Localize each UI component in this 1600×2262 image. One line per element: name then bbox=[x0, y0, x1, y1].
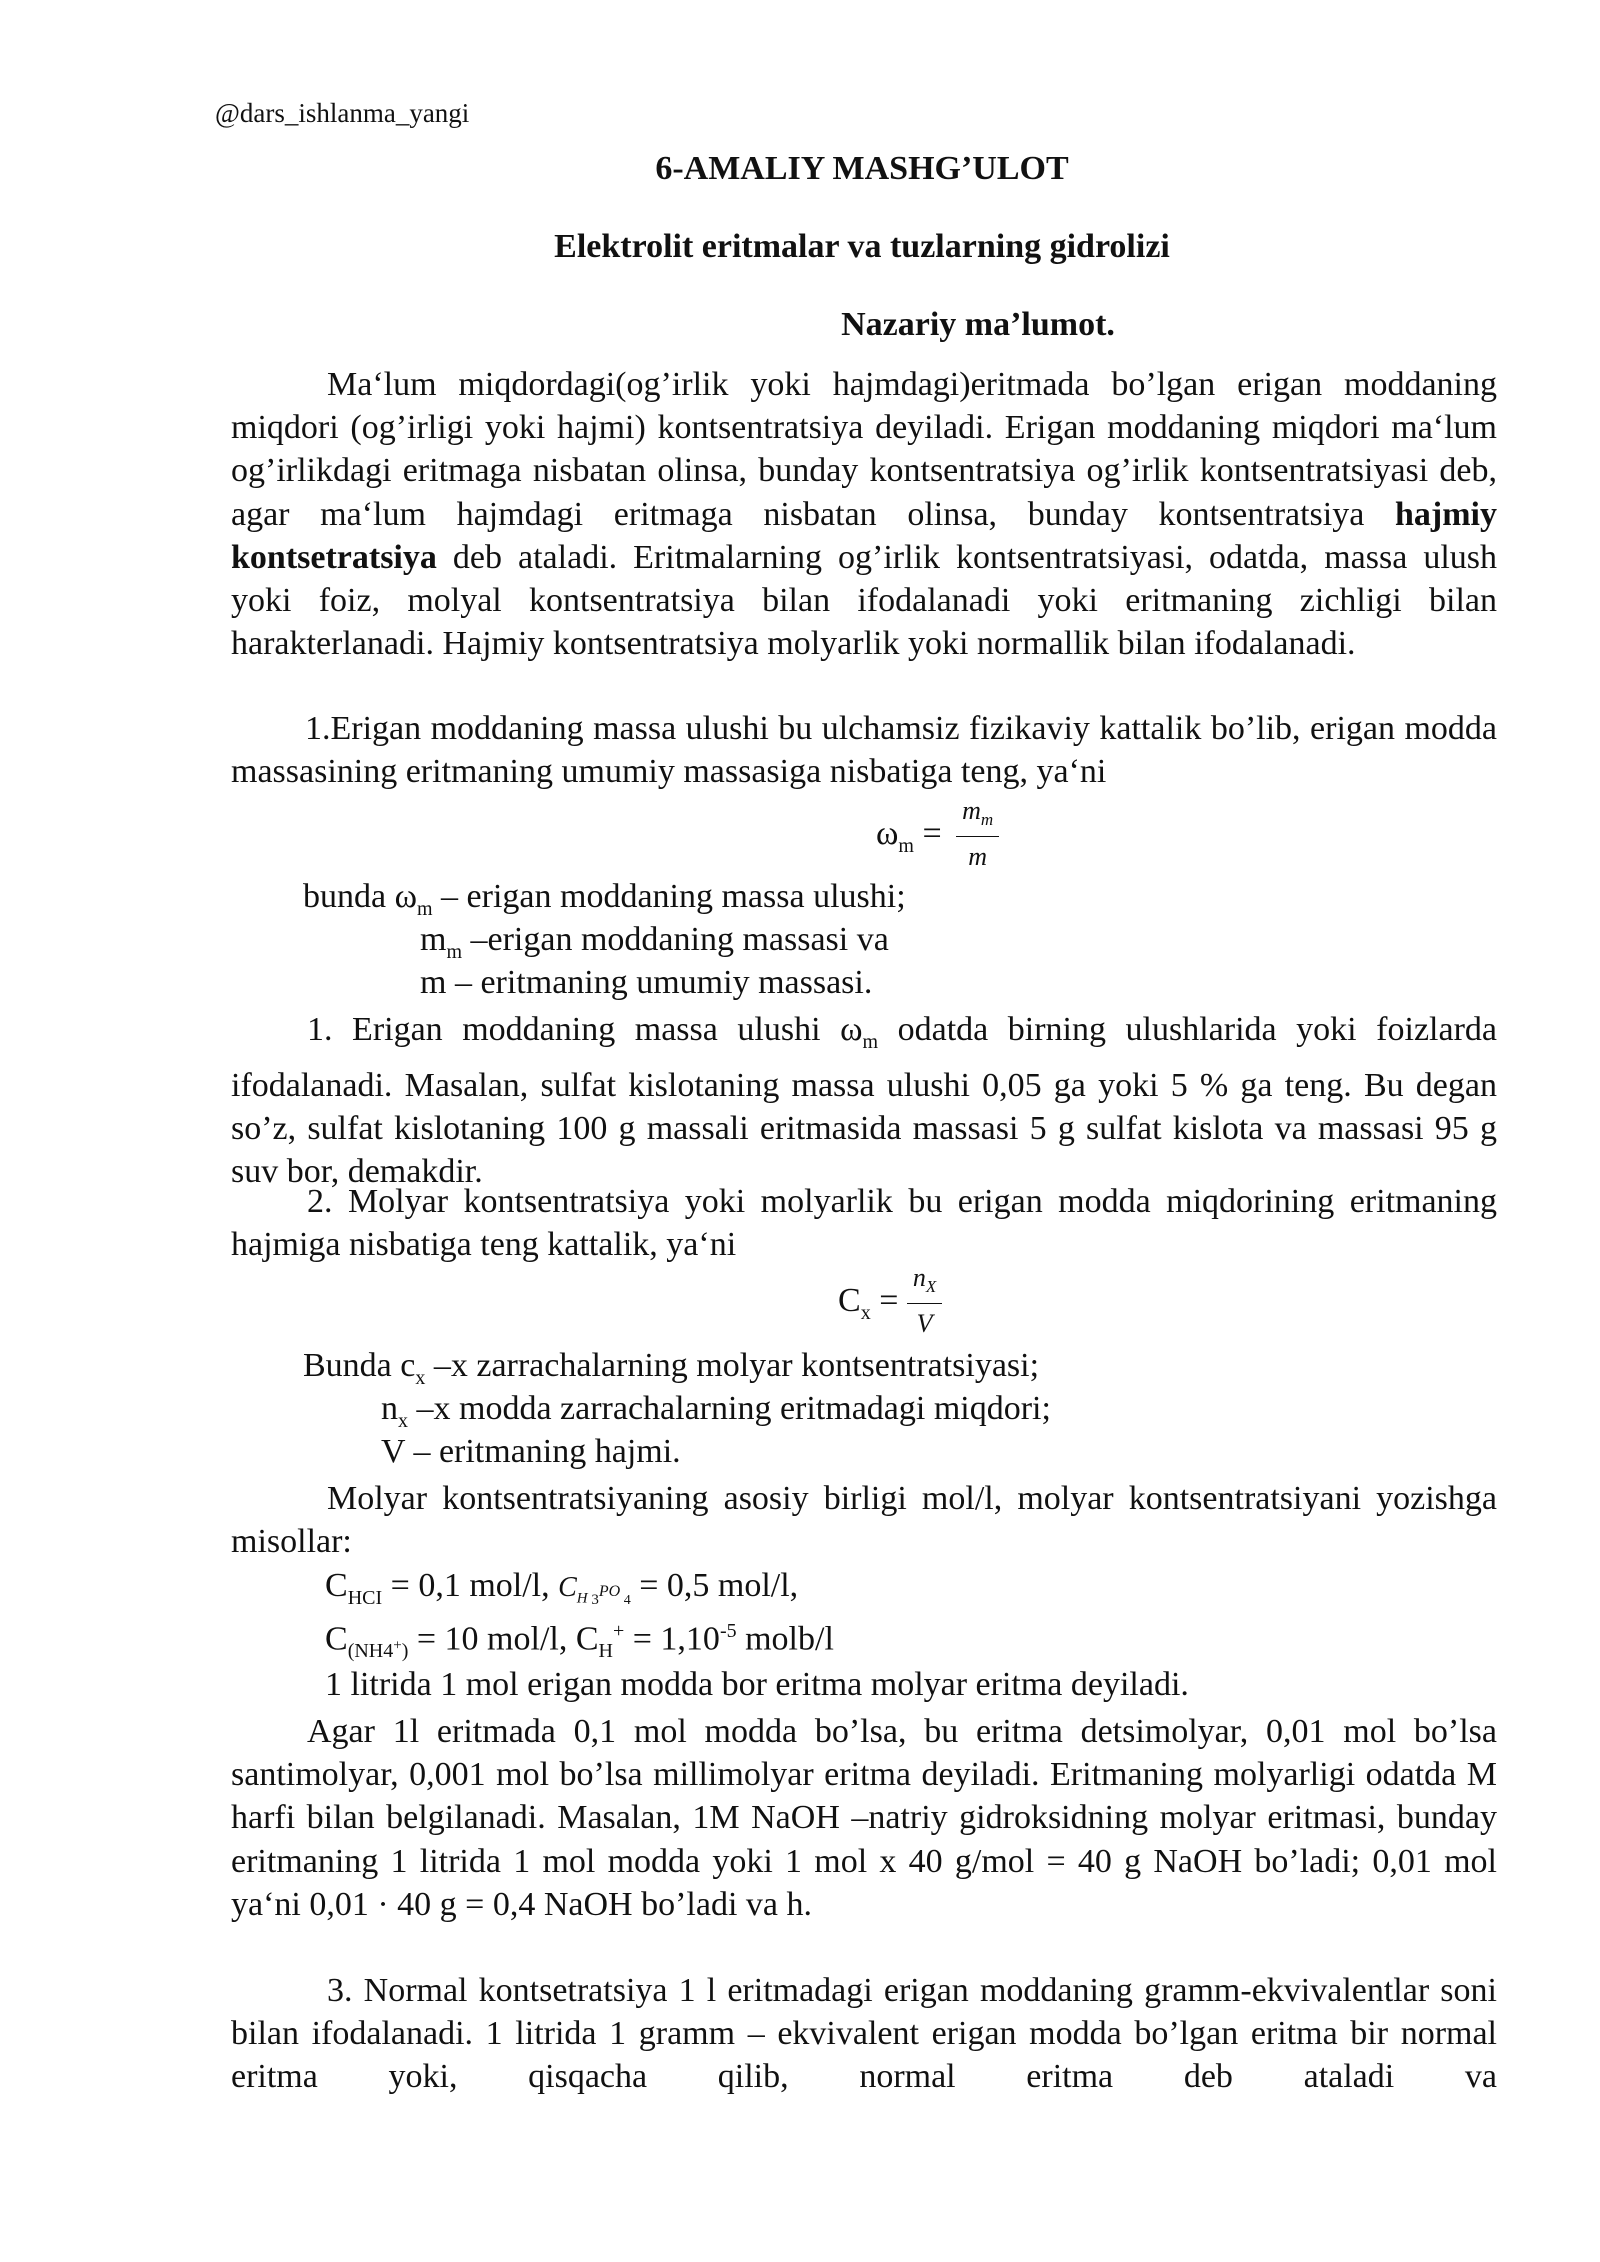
paragraph-intro bbox=[231, 363, 1497, 665]
paragraph-molarity-text: 2. Molyar kontsentratsiya yoki molyarlik bu erigan modda miqdorining eritmaning hajmiga nisbatiga teng kattalik, ya‘ni bbox=[231, 1183, 1497, 1264]
definition-omega: bunda $\omega_m$ – erigan moddaning massa ulushi; bbox=[303, 878, 906, 920]
section-title: Nazariy ma’lumot. bbox=[841, 306, 1115, 343]
paragraph-decimolar-text: Agar 1l eritmada 0,1 mol modda bo’lsa, bu eritma detsimolyar, 0,01 mol bo’lsa santimolyar, 0,001 mol bo’lsa millimolyar eritma deyiladi. Eritmaning molyarligi odatda M harfi bilan belgilanadi. Masalan, 1M NaOH –natriy gidroksidning molyar eritmasi, bunday eritmaning 1 litrida 1 mol modda yoki 1 mol x 40 g/mol = 40 g NaOH bo’ladi; 0,01 mol ya‘ni 0,01 · 40 g = 0,4 NaOH bo’ladi va h. bbox=[231, 1713, 1497, 1923]
paragraph-mass-fraction-units-text: 1. Erigan moddaning massa ulushi $\omega_m$ odatda birning ulushlarida yoki foizlarda ifodalanadi. Masalan, sulfat kislotaning massa ulushi 0,05 ga yoki 5 % ga teng. Bu degan so’z, sulfat kislotaning 100 g massali eritmasida massasi 5 g sulfat kislota va massasi 95 g suv bor, demakdir. bbox=[231, 1011, 1497, 1191]
paragraph-mass-fraction-units bbox=[231, 1008, 1497, 1194]
paragraph-units-text: Molyar kontsentratsiyaning asosiy birligi mol/l, molyar kontsentratsiyani yozishga misollar: bbox=[231, 1480, 1497, 1561]
paragraph-intro-b: deb ataladi. Eritmalarning og’irlik kontsentratsiyasi, odatda, massa ulush yoki foiz, molyal kontsentratsiya bilan ifodalanadi yoki eritmaning zichligi bilan harakterlanadi. Hajmiy kontsentratsiya molyarlik yoki normallik bilan ifodalanadi. bbox=[231, 538, 1497, 663]
formula-mass-fraction bbox=[876, 795, 999, 877]
paragraph-units bbox=[231, 1477, 1497, 1563]
paragraph-intro-bold: hajmiy kontsetratsiya bbox=[231, 495, 1497, 576]
formula-mass-fraction-fraction bbox=[956, 795, 999, 877]
page-header: @dars_ishlanma_yangi bbox=[215, 98, 470, 128]
formula-molarity-lhs: $C_x$ = bbox=[838, 1281, 899, 1324]
definition-mm: $m_m$ –erigan moddaning massasi va bbox=[420, 921, 889, 963]
example-line-1: $C_{HCI} = 0,1$ mol/l, $C_H$ $_3$PO $_4$ = 0,5 mol/l, bbox=[325, 1567, 799, 1609]
paragraph-molar-solution: 1 litrida 1 mol erigan modda bor eritma molyar eritma deyiladi. bbox=[325, 1666, 1189, 1703]
paragraph-normality bbox=[231, 1969, 1497, 2099]
formula-mass-fraction-numerator: $m_m$ bbox=[956, 795, 999, 837]
formula-molarity bbox=[838, 1262, 942, 1344]
page-title: 6-AMALIY MASHG’ULOT bbox=[655, 150, 1069, 187]
example-line-2: $C_{(NH4^+)} = 10$ mol/l, $C_H^+ = 1,10^{-5}$ molb/l bbox=[325, 1620, 834, 1663]
paragraph-intro-a: Ma‘lum miqdordagi(og’irlik yoki hajmdagi)eritmada bo’lgan erigan moddaning miqdori (og’irligi yoki hajmi) kontsentratsiya deyiladi. Erigan moddaning miqdori ma‘lum og’irlikdagi eritmaga nisbatan olinsa, bunday kontsentratsiya og’irlik kontsentratsiyasi deb, agar ma‘lum hajmdagi eritmaga nisbatan olinsa, bunday kontsentratsiya bbox=[231, 366, 1497, 533]
formula-molarity-numerator: $n_X$ bbox=[907, 1262, 942, 1304]
definition-cx: Bunda $c_x$ –x zarrachalarning molyar kontsentratsiyasi; bbox=[303, 1347, 1040, 1389]
definition-v: V – eritmaning hajmi. bbox=[381, 1433, 681, 1470]
formula-mass-fraction-lhs: $\omega_m$ = bbox=[876, 814, 942, 857]
paragraph-decimolar bbox=[231, 1710, 1497, 1926]
formula-molarity-fraction bbox=[907, 1262, 942, 1344]
formula-mass-fraction-denominator: m bbox=[968, 842, 988, 872]
paragraph-mass-fraction-text: 1.Erigan moddaning massa ulushi bu ulchamsiz fizikaviy kattalik bo’lib, erigan modda massasining eritmaning umumiy massasiga nisbatiga teng, ya‘ni bbox=[231, 710, 1497, 791]
paragraph-mass-fraction bbox=[231, 707, 1497, 793]
paragraph-molarity bbox=[231, 1180, 1497, 1266]
definition-m: m – eritmaning umumiy massasi. bbox=[420, 964, 873, 1001]
page-subtitle: Elektrolit eritmalar va tuzlarning gidrolizi bbox=[554, 228, 1170, 265]
paragraph-normality-text: 3. Normal kontsetratsiya 1 l eritmadagi erigan moddaning gramm-ekvivalentlar soni bilan ifodalanadi. 1 litrida 1 gramm – ekvivalent erigan modda bo’lgan eritma bir normal eritma yoki, qisqacha qilib, normal eritma deb ataladi va bbox=[231, 1972, 1497, 2096]
definition-nx: $n_x$ –x modda zarrachalarning eritmadagi miqdori; bbox=[381, 1390, 1051, 1432]
formula-molarity-denominator: V bbox=[916, 1309, 933, 1339]
